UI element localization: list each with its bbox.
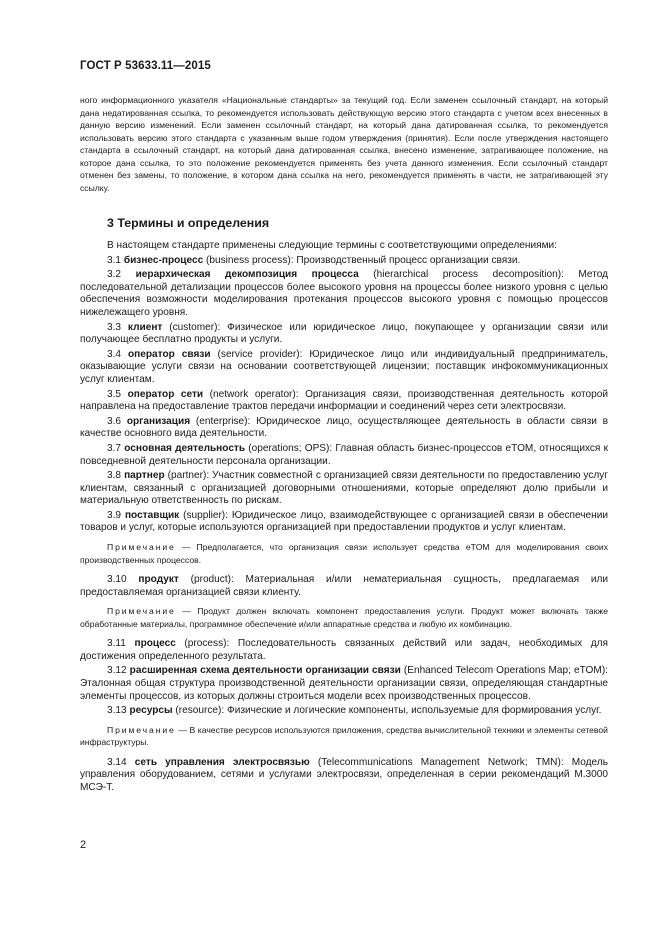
term-number: 3.6 [107,415,122,427]
term-entry [80,470,608,508]
term-definition: (partner): Участник совместной с организацией связи деятельности по предоставлению услуг клиентам, связанный с организацией договорными отношениями, которые определяют долю прибыли и материальную ответственность по рискам. [80,470,608,507]
section-title: 3 Термины и определения [107,216,270,230]
term-definition: (operations; OPS): Главная область бизнес-процессов eTOM, относящихся к повседневной деятельности персонала организации. [80,442,608,467]
term-number: 3.1 [107,254,122,266]
page-number: 2 [80,839,87,851]
term-entry [80,574,608,599]
term-name: бизнес-процесс [123,254,204,266]
term-entry [80,349,608,387]
term-definition: (supplier): Юридическое лицо, взаимодействующее с организацией связи в обеспечении товаров и услуг, которые используются организацией при предоставлении продуктов и услуг клиентам. [80,509,608,534]
note-text: — Продукт должен включать компонент предоставления услуги. Продукт может включать также обработанные материалы, программное обеспечение и/или аппаратные средства и любую их комбинацию. [80,606,608,629]
term-definition: (Enhanced Telecom Operations Map; eTOM): Эталонная общая структура производственной деятельности организации связи, определяющая стандартные элементы процессов, из которых должны строиться модели всех производственных процессов. [80,665,608,702]
term-number: 3.12 [107,665,127,677]
term-name: продукт [138,574,179,586]
term-definition: (enterprise): Юридическое лицо, осуществляющее деятельность в области связи в качестве основного вида деятельности. [80,415,608,440]
note-label: Примечание [107,724,176,735]
term-entry [80,389,608,414]
term-entry [80,705,608,718]
term-entry [80,510,608,535]
term-definition: (process): Последовательность связанных действий или задач, необходимых для достижения определенного результата. [80,638,608,662]
term-name: ресурсы [129,705,173,717]
terms-list [80,255,608,795]
term-definition: (service provider): Юридическое лицо или индивидуальный предприниматель, оказывающие услуги связи на основании соответствующей лицензии; поставщик инфокоммуникационных услуг клиентам. [80,348,609,385]
term-number: 3.9 [107,509,122,521]
term-entry [80,416,608,441]
term-entry [80,269,608,319]
term-note [80,541,608,566]
term-number: 3.11 [107,638,126,650]
standard-header: ГОСТ Р 53633.11—2015 [80,60,211,72]
term-name: основная деятельность [124,442,246,454]
term-number: 3.2 [107,269,122,281]
term-number: 3.4 [107,348,122,360]
page-content [80,94,608,797]
note-label: Примечание [107,542,176,553]
term-number: 3.8 [107,470,122,482]
term-definition: (network operator): Организация связи, производственная деятельность которой направлена на предоставление трактов передачи информации и соединений через сети электросвязи. [80,388,608,413]
term-definition: (resource): Физические и логические компоненты, используемые для формирования услуг. [172,705,602,717]
intro-paragraph: ного информационного указателя «Национальные стандарты» за текущий год. Если заменен ссылочный стандарт, на который дана недатированная ссылка, то рекомендуется использовать действующую версию этого стандарта с учетом всех внесенных в данную версию изменений. Если заменен ссылочный стандарт, на который дана датированная ссылка, то рекомендуется использовать версию этого стандарта с указанным выше годом утверждения (принятия). Если после утверждения настоящего стандарта в ссылочный стандарт, на который дана датированная ссылка, внесено изменение, затрагивающее положение, на которое дана ссылка, то это положение рекомендуется применять без учета данного изменения. Если ссылочный стандарт отменен без замены, то положение, в котором дана ссылка на него, рекомендуется применять в части, не затрагивающей эту ссылку. [80,95,608,193]
note-label: Примечание [107,606,176,617]
term-number: 3.7 [107,442,122,454]
note-text: — Предполагается, что организация связи использует средства eTOM для моделирования своих производственных процессов. [80,542,608,565]
term-entry [80,638,608,663]
term-entry [80,255,608,268]
term-definition: (Telecommunications Management Network; TMN): Модель управления оборудованием, сетями и услугами электросвязи, определенная в серии рекомендаций М.3000 МСЭ-Т. [80,756,608,793]
term-name: оператор связи [128,348,211,360]
term-name: партнер [124,470,165,482]
term-number: 3.5 [107,388,122,400]
term-name: клиент [127,321,163,333]
term-definition: (hierarchical process decomposition): Метод последовательной детализации процессов более высокого уровня на процессы более низкого уровня с целью обеспечения возможности моделирования протекания процессов высокого уровня с помощью процессов нижележащего уровня. [80,269,608,318]
term-name: сеть управления электросвязью [134,756,310,768]
term-number: 3.10 [107,574,127,586]
section-lead: В настоящем стандарте применены следующие термины с соответствующими определениями: [107,240,557,251]
term-name: расширенная схема деятельности организации связи [129,665,401,677]
term-definition: (customer): Физическое или юридическое лицо, покупающее у организации связи или получающее бесплатно продукты и услуги. [80,321,608,346]
term-entry [80,322,608,347]
term-number: 3.3 [107,321,122,333]
term-note [80,605,608,630]
term-name: организация [126,415,191,427]
term-entry [80,757,608,795]
note-text: — В качестве ресурсов используются приложения, средства вычислительной техники и элементы сетевой инфраструктуры. [80,724,608,748]
term-number: 3.14 [107,756,127,768]
term-number: 3.13 [107,705,127,717]
term-name: процесс [134,638,176,650]
term-definition: (business process): Производственный процесс организации связи. [203,254,521,266]
term-name: иерархическая декомпозиция процесса [135,269,359,281]
term-definition: (product): Материальная и/или нематериальная сущность, предлагаемая или предоставляемая организацией связи клиенту. [80,574,608,598]
term-note [80,724,608,749]
term-name: оператор сети [127,388,204,400]
term-name: поставщик [124,509,180,521]
term-entry [80,665,608,703]
term-entry [80,443,608,468]
